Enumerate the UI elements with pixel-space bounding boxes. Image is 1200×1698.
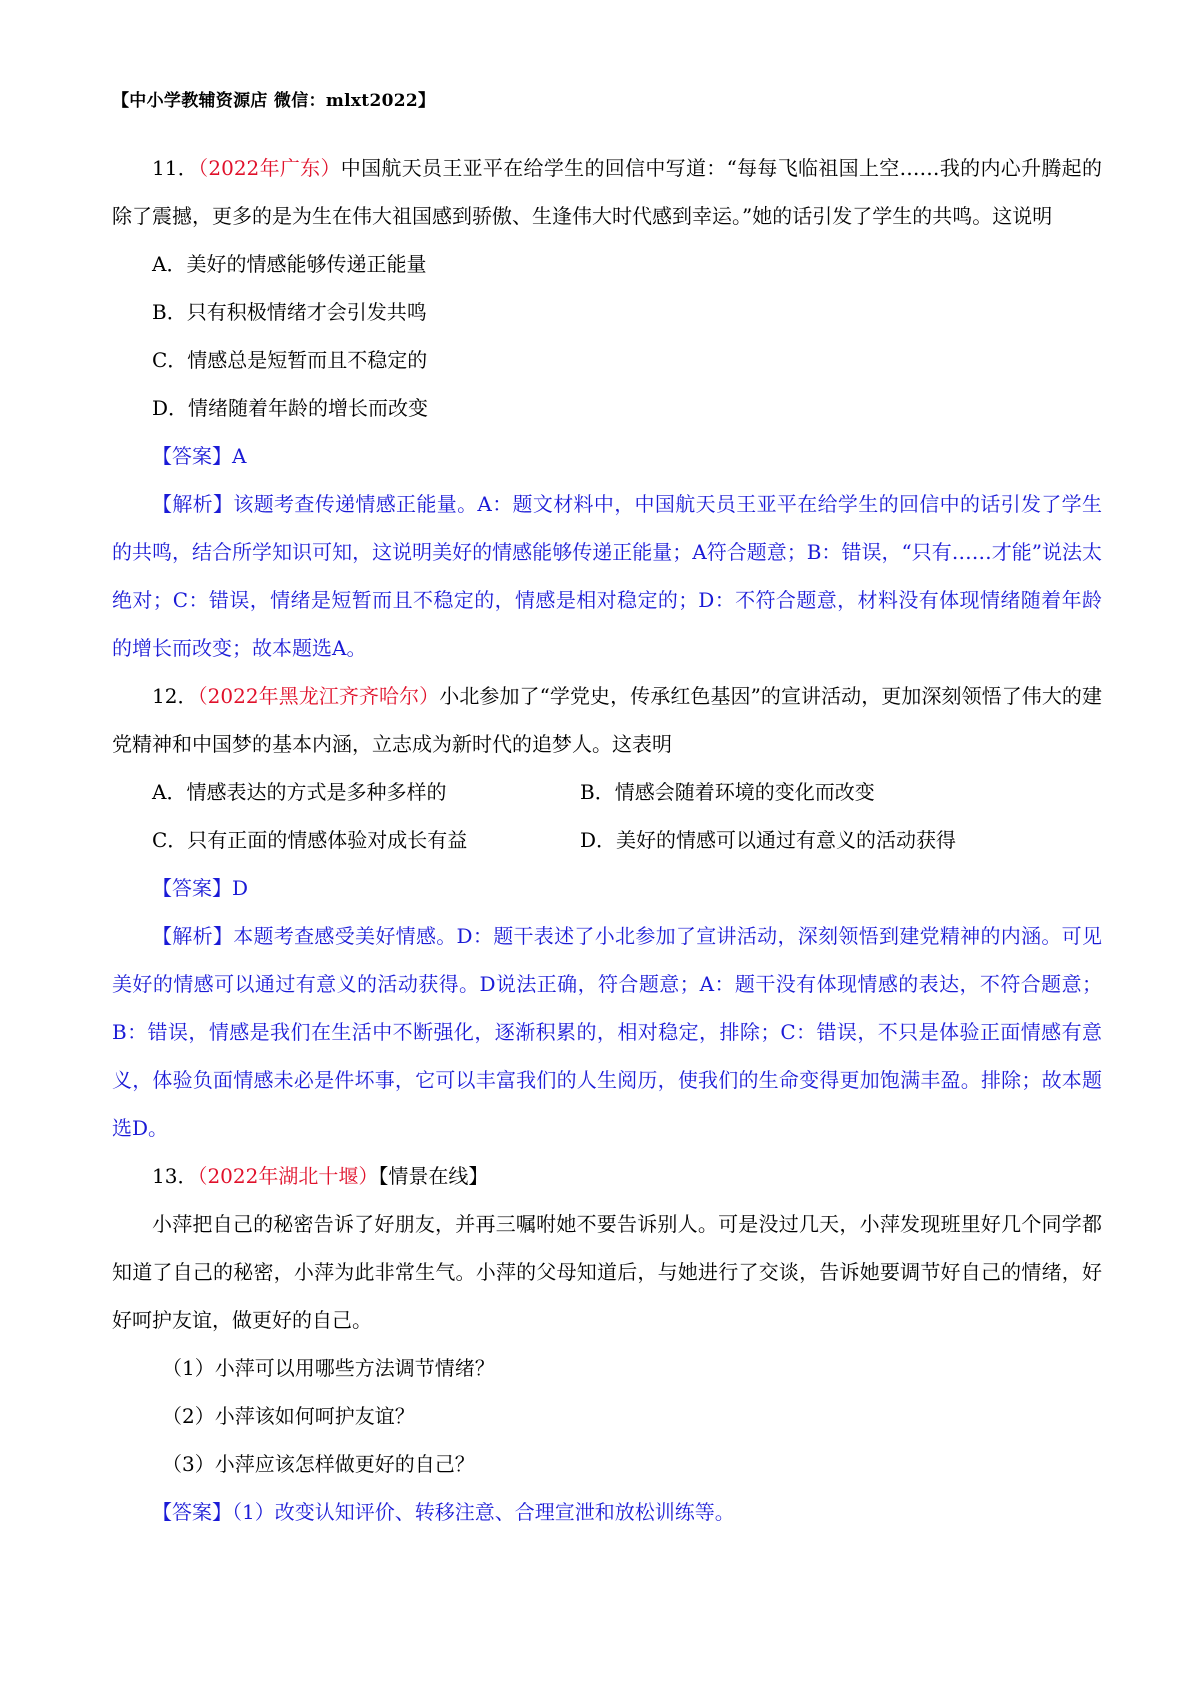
- question-13-material: 小萍把自己的秘密告诉了好朋友，并再三嘱咐她不要告诉别人。可是没过几天，小萍发现班里好几个同学都知道了自己的秘密，小萍为此非常生气。小萍的父母知道后，与她进行了交谈，告诉她要调节好自己的情绪，好好呵护友谊，做更好的自己。: [112, 1212, 1102, 1332]
- question-13-answer: 【答案】（1）改变认知评价、转移注意、合理宣泄和放松训练等。: [152, 1500, 735, 1524]
- question-12-option-c: C．只有正面的情感体验对成长有益: [152, 828, 468, 852]
- question-13-sub-1: （1）小萍可以用哪些方法调节情绪？: [162, 1356, 495, 1380]
- question-12-option-a: A．情感表达的方式是多种多样的: [152, 780, 447, 804]
- question-11-answer: 【答案】A: [152, 444, 247, 468]
- question-12-option-d: D．美好的情感可以通过有意义的活动获得: [580, 828, 957, 852]
- question-11-option-b: B．只有积极情绪才会引发共鸣: [152, 300, 427, 324]
- question-13-header: [112, 1152, 1102, 1200]
- question-12-source: （2022年黑龙江齐齐哈尔）: [197, 684, 440, 708]
- question-13-sub-3: （3）小萍应该怎样做更好的自己？: [162, 1452, 475, 1476]
- question-11-option-d: D．情绪随着年龄的增长而改变: [152, 396, 429, 420]
- question-13-source: （2022年湖北十堰）: [197, 1164, 379, 1188]
- question-12-options-row-2: [112, 816, 1102, 864]
- question-11-analysis: 【解析】该题考查传递情感正能量。A：题文材料中，中国航天员王亚平在给学生的回信中的话引发了学生的共鸣，结合所学知识可知，这说明美好的情感能够传递正能量；A符合题意；B：错误，“只有……才能”说法太绝对；C：错误，情绪是短暂而且不稳定的，情感是相对稳定的；D：不符合题意，材料没有体现情绪随着年龄的增长而改变；故本题选A。: [112, 492, 1102, 660]
- question-12-number: 12．: [152, 684, 198, 708]
- watermark-header: 【中小学教辅资源店 微信：mlxt2022】: [112, 91, 436, 111]
- document-content: [112, 144, 1102, 1536]
- question-13-tag: 【情景在线】: [378, 1164, 489, 1188]
- question-12-analysis: 【解析】本题考查感受美好情感。D：题干表述了小北参加了宣讲活动，深刻领悟到建党精神的内涵。可见美好的情感可以通过有意义的活动获得。D说法正确，符合题意；A：题干没有体现情感的表达，不符合题意；B：错误，情感是我们在生活中不断强化，逐渐积累的，相对稳定，排除；C：错误，不只是体验正面情感有意义，体验负面情感未必是件坏事，它可以丰富我们的人生阅历，使我们的生命变得更加饱满丰盈。排除；故本题选D。: [112, 924, 1102, 1140]
- question-12-option-b: B．情感会随着环境的变化而改变: [580, 780, 875, 804]
- question-12-text: 小北参加了“学党史，传承红色基因”的宣讲活动，更加深刻领悟了伟大的建党精神和中国梦的基本内涵，立志成为新时代的追梦人。这表明: [112, 684, 1103, 756]
- question-11-source: （2022年广东）: [198, 156, 341, 180]
- question-13-sub-2: （2）小萍该如何呵护友谊？: [162, 1404, 415, 1428]
- question-11-option-a: A．美好的情感能够传递正能量: [152, 252, 427, 276]
- question-12-stem: [112, 672, 1102, 768]
- question-12-answer: 【答案】D: [152, 876, 249, 900]
- question-12-options-row-1: [112, 768, 1102, 816]
- question-13-number: 13．: [152, 1164, 198, 1188]
- question-11-text: 中国航天员王亚平在给学生的回信中写道：“每每飞临祖国上空……我的内心升腾起的除了震撼，更多的是为生在伟大祖国感到骄傲、生逢伟大时代感到幸运。”她的话引发了学生的共鸣。这说明: [112, 156, 1102, 228]
- question-11-stem: [112, 144, 1102, 240]
- question-11-option-c: C．情感总是短暂而且不稳定的: [152, 348, 428, 372]
- question-11-number: 11．: [152, 156, 199, 180]
